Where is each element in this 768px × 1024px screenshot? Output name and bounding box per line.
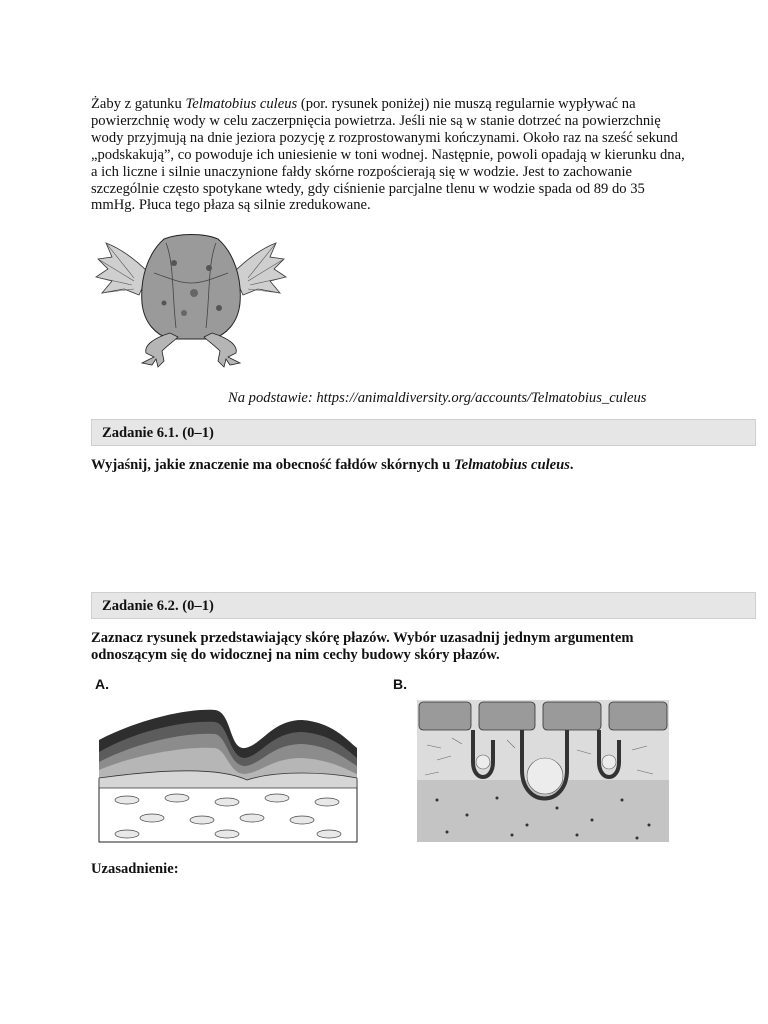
intro-text bbox=[91, 96, 691, 214]
figure-b-label[interactable]: B. bbox=[393, 676, 407, 692]
figure-b-skin-diagram[interactable] bbox=[417, 700, 669, 842]
task-6-1-question-text: Wyjaśnij, jakie znaczenie ma obecność fałdów skórnych u bbox=[91, 457, 455, 473]
task-6-1-species-name: Telmatobius culeus bbox=[454, 457, 570, 473]
task-6-1-question-end: . bbox=[569, 457, 574, 473]
justification-label: Uzasadnienie: bbox=[91, 861, 179, 877]
intro-species-name: Telmatobius culeus bbox=[185, 96, 298, 112]
task-6-1-header: Zadanie 6.1. (0–1) bbox=[91, 419, 756, 446]
task-6-2-question: Zaznacz rysunek przedstawiający skórę płazów. Wybór uzasadnij jednym argumentem odnoszącym się do widocznej na nim cechy budowy skóry płazów. bbox=[91, 630, 634, 663]
task-6-1-question bbox=[91, 457, 574, 474]
task-6-2-header: Zadanie 6.2. (0–1) bbox=[91, 592, 756, 619]
frog-illustration bbox=[94, 233, 288, 371]
figure-a-skin-diagram[interactable] bbox=[97, 700, 359, 843]
source-citation: Na podstawie: https://animaldiversity.org/accounts/Telmatobius_culeus bbox=[228, 390, 647, 406]
intro-text-rest: (por. rysunek poniżej) nie muszą regularnie wypływać na powierzchnię wody w celu zaczerpnięcia powietrza. Jeśli nie są w stanie dotrzeć na powierzchnię wody przyjmują na dnie jeziora pozycję z rozprostowanymi kończynami. Około raz na sześć sekund „podskakują”, co powoduje ich uniesienie w toni wodnej. Następnie, powoli opadają w kierunku dna, a ich liczne i silnie unaczynione fałdy skórne rozpościerają się w wodzie. Jest to zachowanie szczególnie często spotykane wtedy, gdy ciśnienie parcjalne tlenu w wodzie spada od 89 do 35 mmHg. Płuca tego płaza są silnie zredukowane. bbox=[91, 96, 685, 214]
intro-text-start: Żaby z gatunku bbox=[91, 96, 186, 112]
intro-paragraph bbox=[91, 96, 691, 214]
figure-a-label[interactable]: A. bbox=[95, 676, 109, 692]
